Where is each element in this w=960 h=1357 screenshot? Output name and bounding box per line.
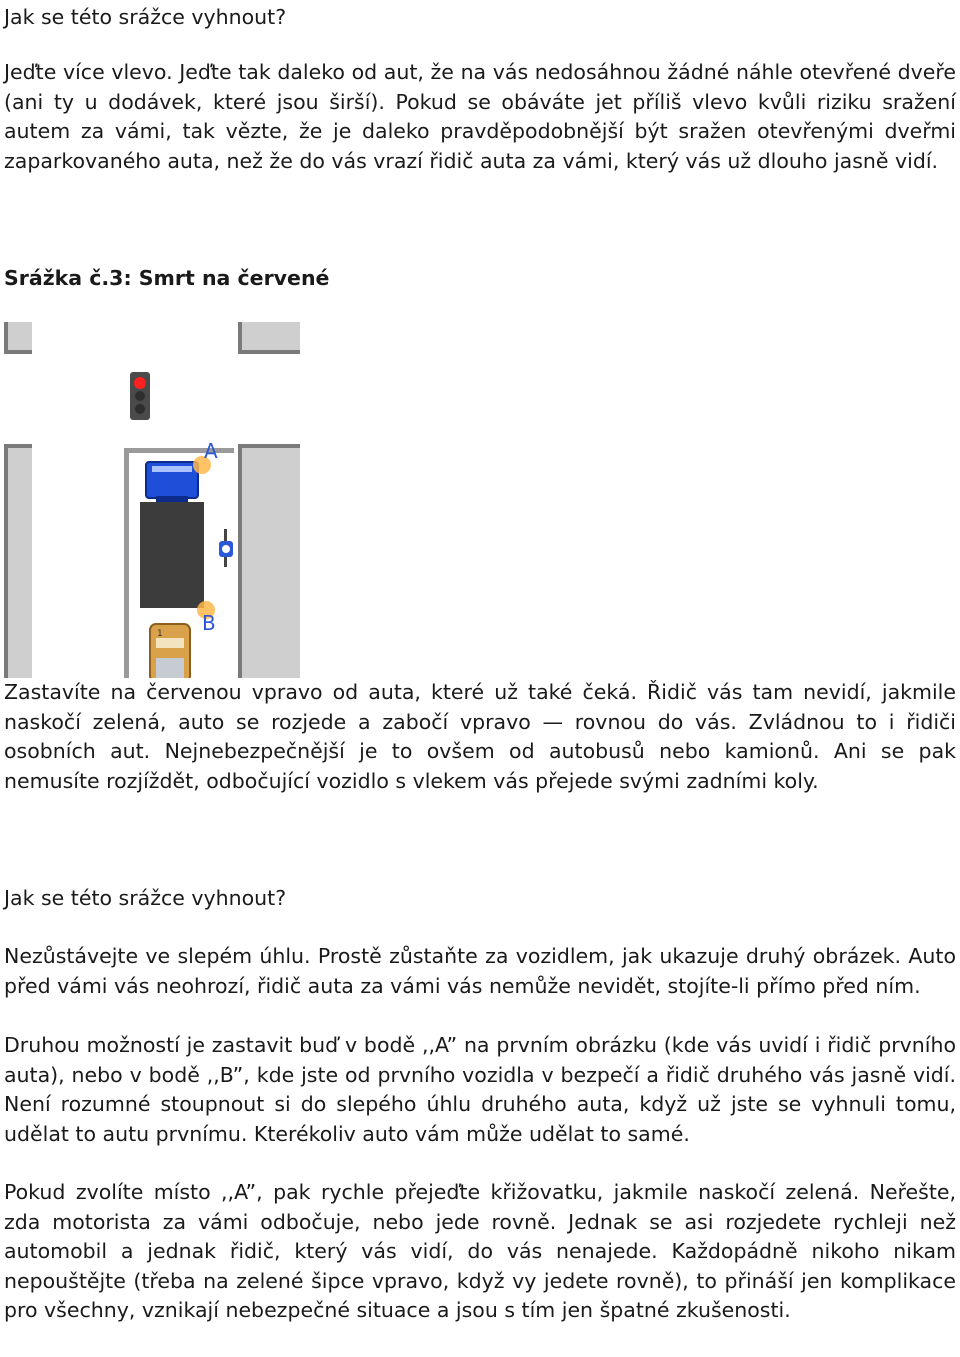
- car-number-label: 1: [157, 629, 163, 639]
- truck-icon: [140, 462, 204, 608]
- traffic-light-icon: [130, 372, 150, 420]
- road-corner-bottom-right: [238, 444, 300, 678]
- car-icon: [150, 624, 190, 678]
- answer-paragraph-2b: Druhou možností je zastavit buď v bodě ,,A” na prvním obrázku (kde vás uvidí i řidič prvního auta), nebo v bodě ,,B”, kde jste od prvního vozidla v bezpečí a řidič druhého vás jasně vidí. Není rozumné stoupnout si do slepého úhlu druhého auta, když už jste se vyhnuli tomu, udělat to autu prvnímu. Kterékoliv auto vám může udělat to samé.: [4, 1033, 956, 1146]
- road-corner-bottom-left: [4, 444, 32, 678]
- point-b-label: B: [202, 611, 216, 635]
- answer-paragraph-1: Jeďte více vlevo. Jeďte tak daleko od aut, že na vás nedosáhnou žádné náhle otevřené dveře (ani ty u dodávek, které jsou širší). Pokud se obáváte jet příliš vlevo kvůli riziku sražení autem za vámi, tak vězte, že je daleko pravděpodobnější být sražen otevřenými dveřmi zaparkovaného auta, než že do vás vrazí řidič auta za vámi, který vás už dlouho jasně vidí.: [4, 60, 956, 173]
- road-corner-top-left: [4, 322, 32, 354]
- section-heading: Srážka č.3: Smrt na červené: [4, 266, 330, 290]
- question-heading-2: Jak se této srážce vyhnout?: [4, 886, 287, 910]
- question-heading-1: Jak se této srážce vyhnout?: [4, 5, 287, 29]
- point-a-label: A: [204, 439, 218, 463]
- answer-paragraph-2a: Nezůstávejte ve slepém úhlu. Prostě zůstaňte za vozidlem, jak ukazuje druhý obrázek. Auto před vámi vás neohrozí, řidič auta za vámi vás nemůže nevidět, stojíte-li přímo před ním.: [4, 944, 956, 998]
- road-corner-top-right: [238, 322, 300, 354]
- description-paragraph: Zastavíte na červenou vpravo od auta, které už také čeká. Řidič vás tam nevidí, jakmile naskočí zelená, auto se rozjede a zabočí vpravo — rovnou do vás. Zvládnou to i řidiči osobních aut. Nejnebezpečnější je to ovšem od autobusů nebo kamionů. Ani se pak nemusíte rozjíždět, odbočující vozidlo s vlekem vás přejede svými zadními koly.: [4, 680, 956, 793]
- intersection-diagram: [4, 322, 300, 678]
- lane-divider: [124, 448, 129, 678]
- answer-paragraph-2c: Pokud zvolíte místo ,,A”, pak rychle přejeďte křižovatku, jakmile naskočí zelená. Neřešte, zda motorista za vámi odbočuje, nebo jede rovně. Jednak se asi rozjedete rychleji než automobil a jednak řidič, který vás vidí, do vás nenajede. Každopádně nikoho nikam nepouštějte (třeba na zelené šipce vpravo, když vy jedete rovně), to přináší jen komplikace pro všechny, vznikají nebezpečné situace a jsou s tím jen špatné zkušenosti.: [4, 1180, 956, 1323]
